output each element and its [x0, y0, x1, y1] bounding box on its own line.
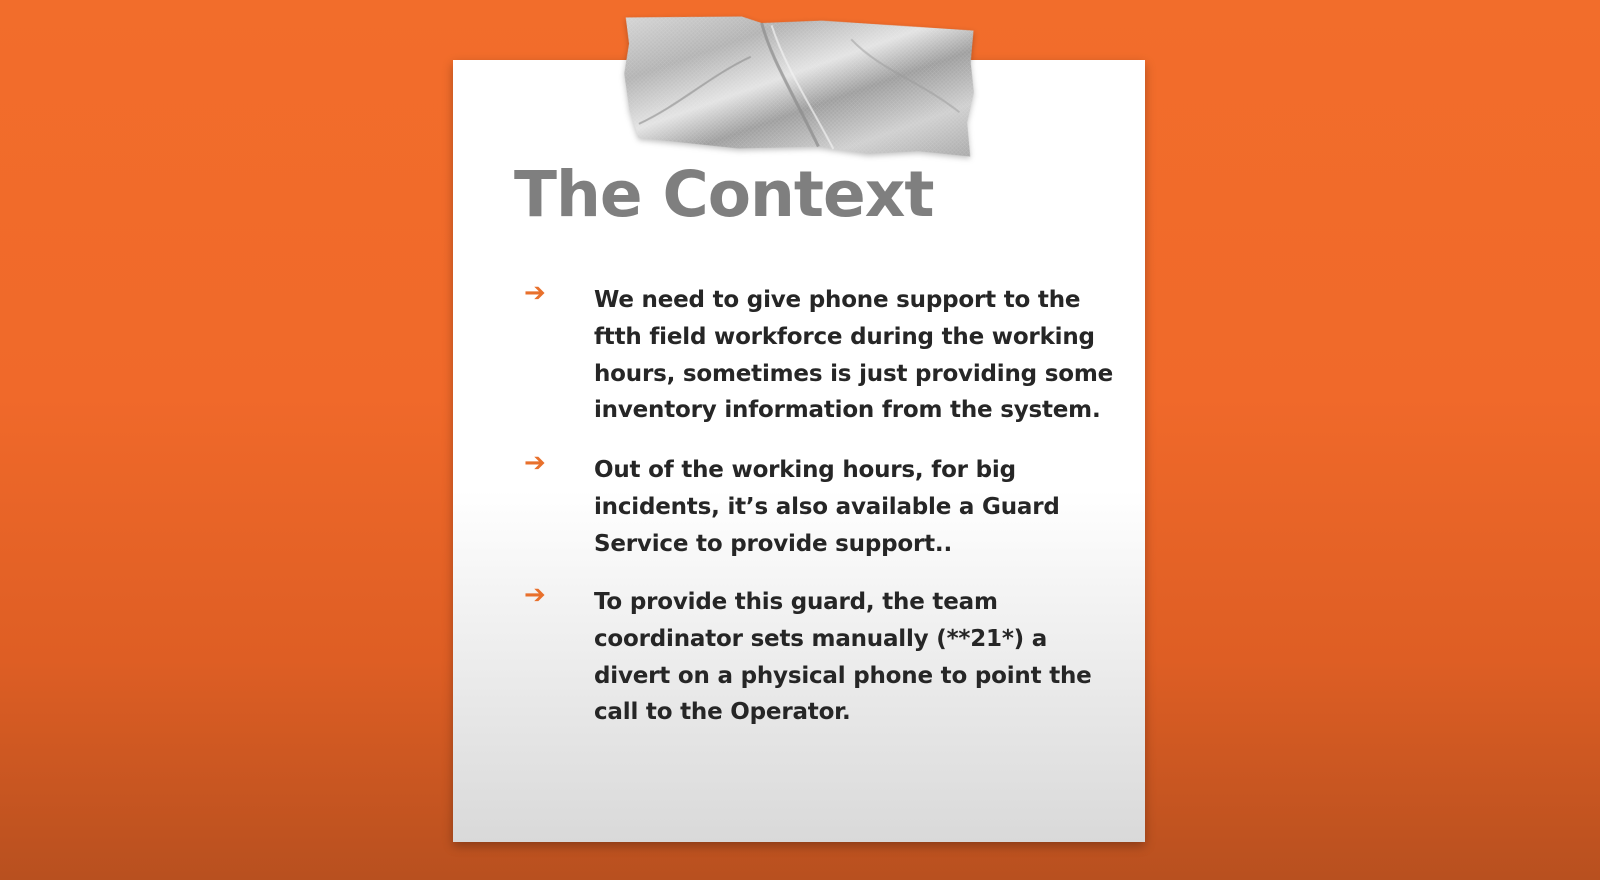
bullet-text: Out of the working hours, for big incidents, it’s also available a Guard Service to provide support..	[594, 457, 1060, 557]
arrow-right-icon: ➔	[524, 448, 546, 478]
bullet-text: To provide this guard, the team coordinator sets manually (**21*) a divert on a physical phone to point the call to the Operator.	[594, 589, 1092, 726]
page-title: The Context	[514, 158, 934, 231]
arrow-right-icon: ➔	[524, 580, 546, 610]
arrow-right-icon: ➔	[524, 278, 546, 308]
duct-tape-icon	[618, 13, 977, 158]
bullet-text: We need to give phone support to the ftth field workforce during the working hours, sometimes is just providing some inventory information from the system.	[594, 287, 1113, 424]
